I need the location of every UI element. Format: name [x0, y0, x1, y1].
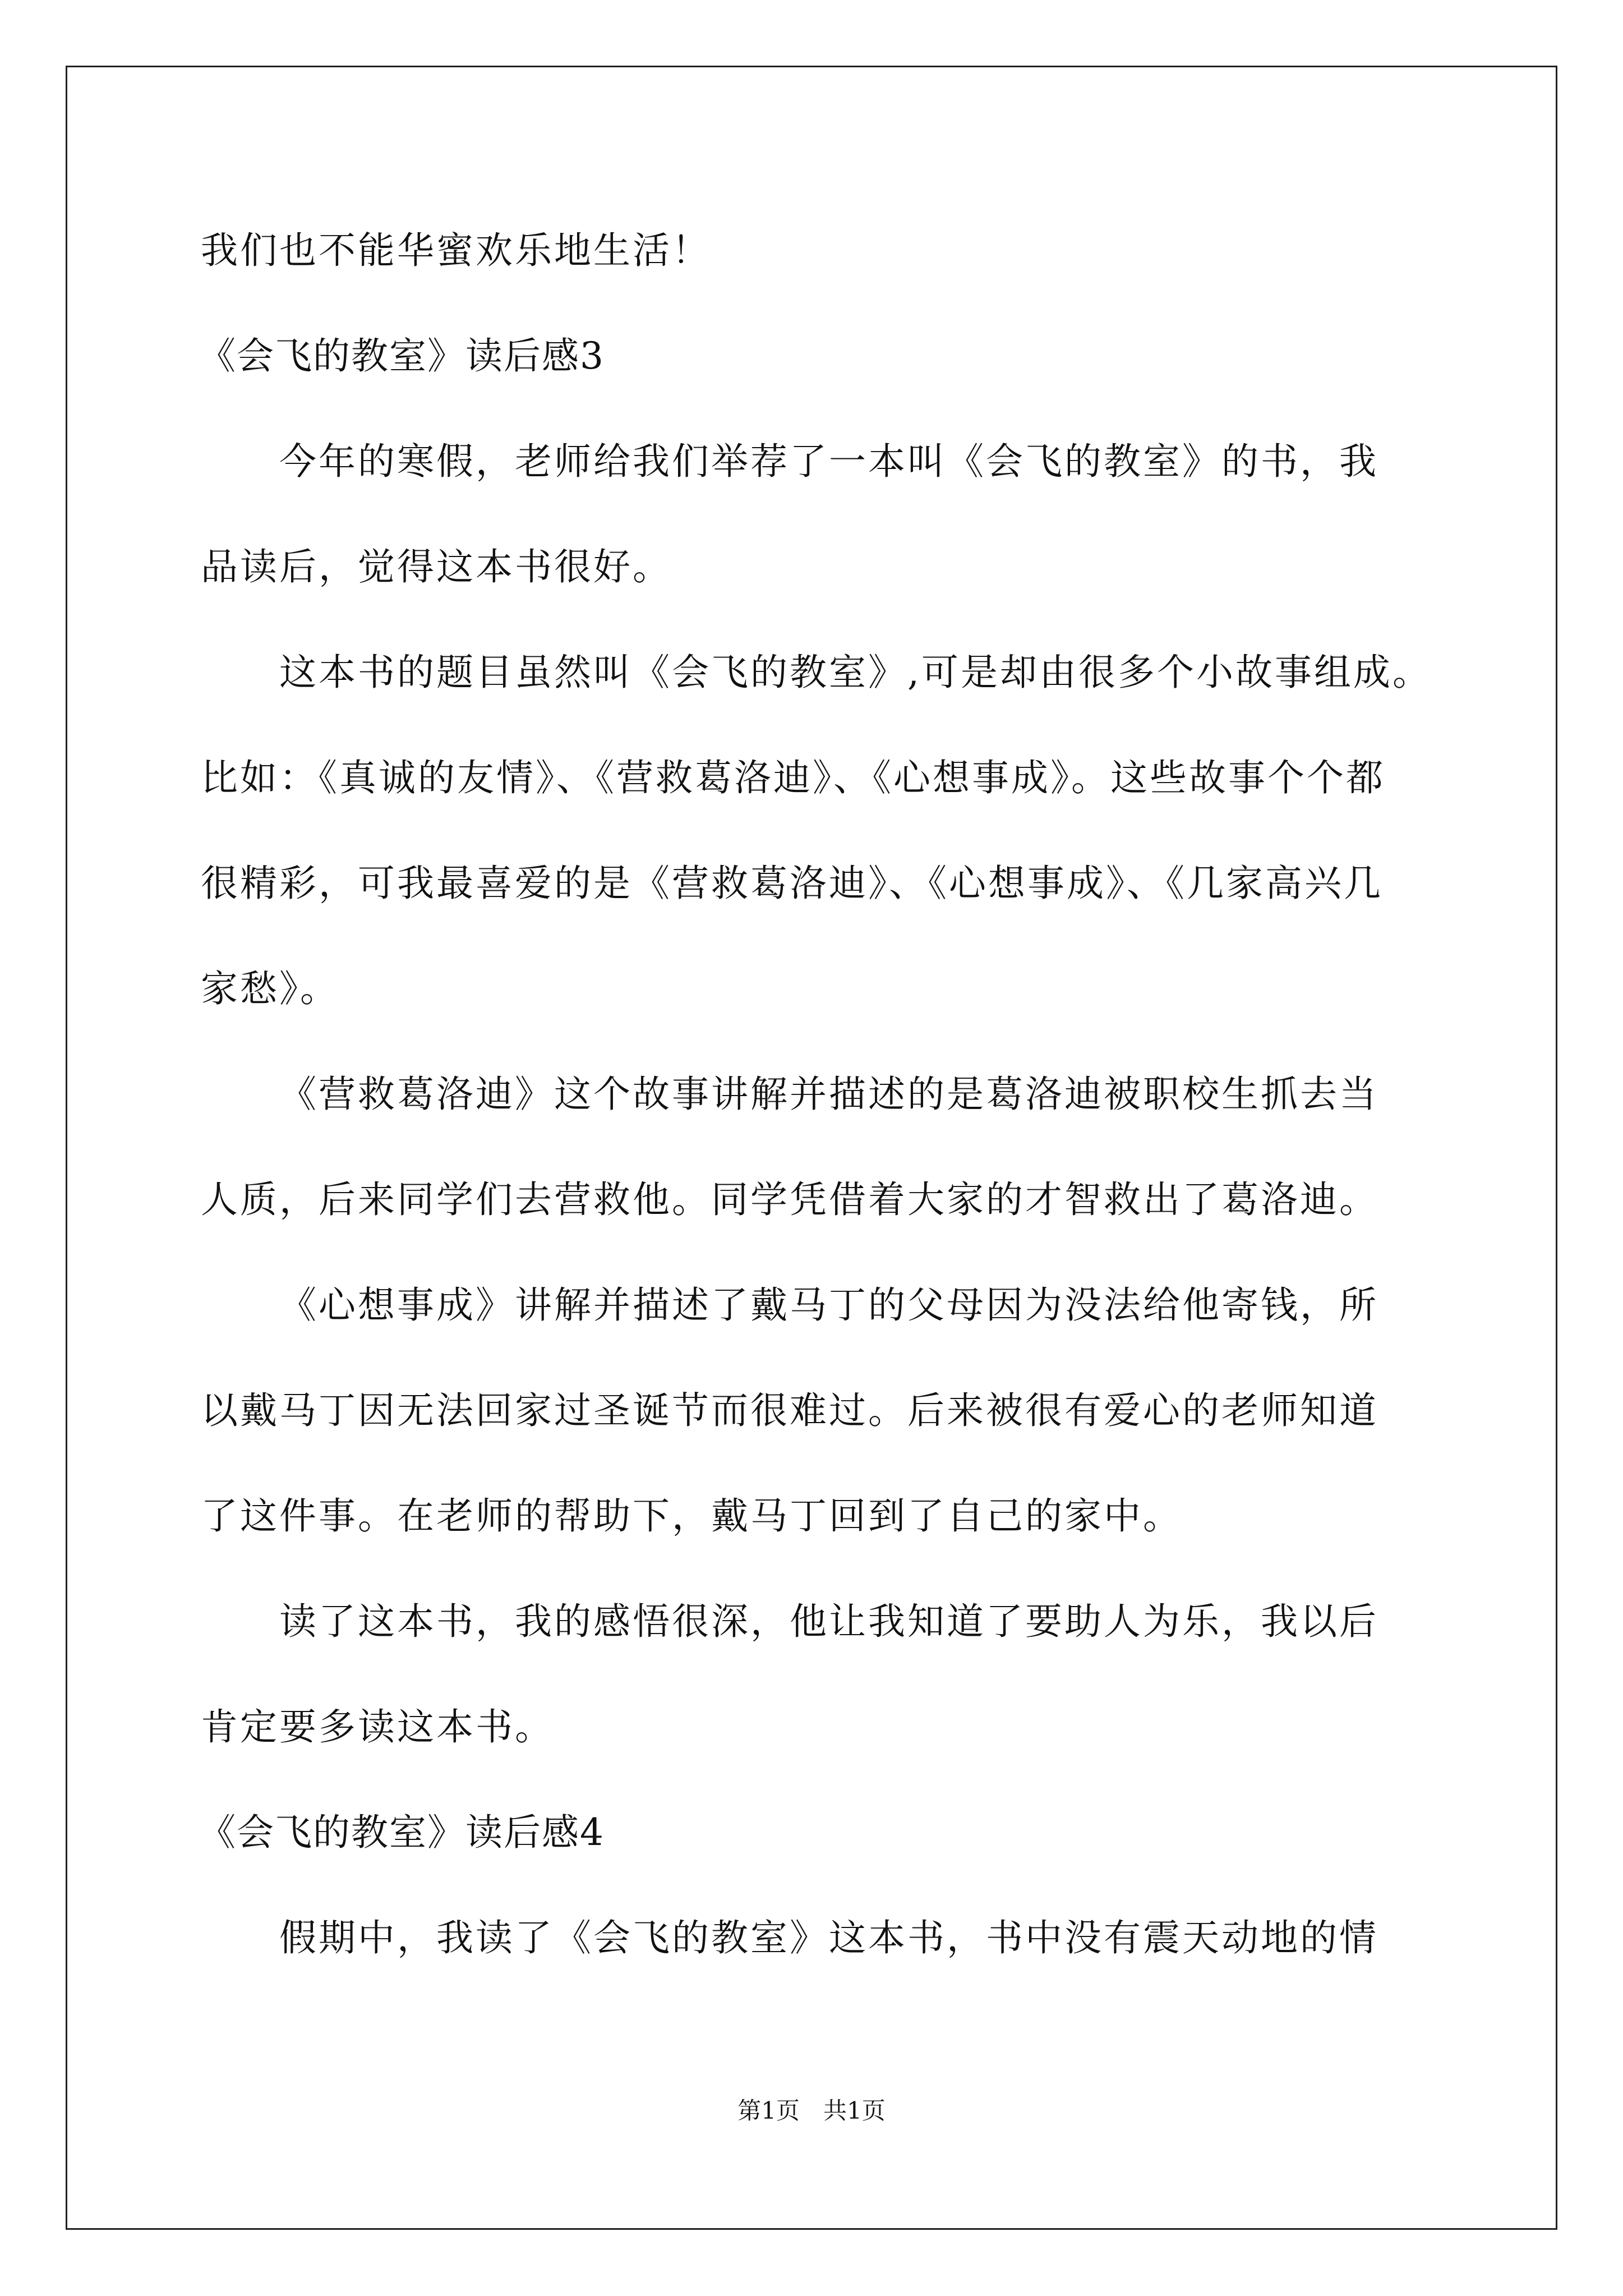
page-border [66, 66, 1557, 2230]
paragraph-line: 了这件事。在老师的帮助下，戴马丁回到了自己的家中。 [201, 1494, 1182, 1538]
paragraph-line: 读了这本书，我的感悟很深，他让我知道了要助人为乐，我以后 [279, 1600, 1378, 1643]
paragraph-line: 品读后，觉得这本书很好。 [201, 545, 672, 588]
paragraph-line: 很精彩，可我最喜爱的是《营救葛洛迪》、《心想事成》、《几家高兴几 [201, 862, 1383, 905]
paragraph-line: 人质，后来同学们去营救他。同学凭借着大家的才智救出了葛洛迪。 [201, 1178, 1378, 1221]
paragraph-line: 以戴马丁因无法回家过圣诞节而很难过。后来被很有爱心的老师知道 [201, 1389, 1378, 1432]
paragraph-line: 假期中，我读了《会飞的教室》这本书，书中没有震天动地的情 [279, 1916, 1378, 1959]
paragraph-line: 《营救葛洛迪》这个故事讲解并描述的是葛洛迪被职校生抓去当 [279, 1073, 1378, 1116]
paragraph-line: 家愁》。 [201, 967, 339, 1010]
paragraph-line: 肯定要多读这本书。 [201, 1705, 554, 1749]
page-number-footer: 第1页 共1页 [737, 2097, 886, 2124]
paragraph-line: 我们也不能华蜜欢乐地生活！ [201, 229, 711, 272]
paragraph-line: 比如：《真诚的友情》、《营救葛洛迪》、《心想事成》。这些故事个个都 [201, 756, 1385, 799]
paragraph-line: 《心想事成》讲解并描述了戴马丁的父母因为没法给他寄钱，所 [279, 1283, 1378, 1327]
paragraph-line: 今年的寒假，老师给我们举荐了一本叫《会飞的教室》的书，我 [279, 440, 1378, 483]
section-heading: 《会飞的教室》读后感3 [199, 334, 605, 378]
section-heading: 《会飞的教室》读后感4 [199, 1811, 605, 1854]
paragraph-line: 这本书的题目虽然叫《会飞的教室》,可是却由很多个小故事组成。 [279, 651, 1432, 694]
